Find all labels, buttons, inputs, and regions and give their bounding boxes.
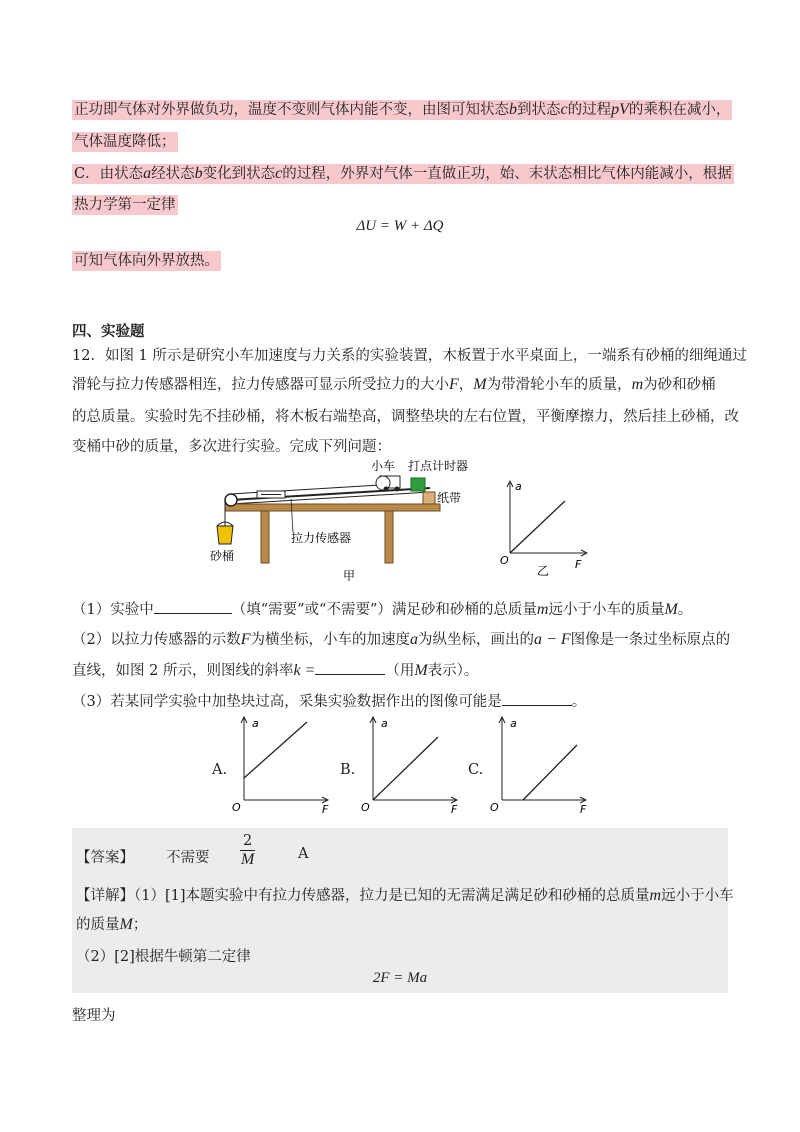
detail-line-1: 【详解】（1）[1]本题实验中有拉力传感器，拉力是已知的无需满足满足砂和砂桶的总质量m远小于小车 <box>76 887 734 904</box>
section-title: 四、实验题 <box>72 323 145 340</box>
label-fig1: 甲 <box>343 569 356 583</box>
solution-line-5: 可知气体向外界放热。 <box>74 253 219 269</box>
svg-text:O: O <box>490 801 499 814</box>
car-icon <box>376 476 400 492</box>
solution-line-2: 气体温度降低； <box>74 134 176 150</box>
tail-text: 整理为 <box>72 1008 116 1024</box>
timer-icon <box>411 478 425 491</box>
svg-text:乙: 乙 <box>537 564 550 578</box>
q12-line-3: 的总质量。实验时先不挂砂桶，将木板右端垫高，调整垫块的左右位置，平衡摩擦力，然后挂上砂桶，改 <box>72 409 739 425</box>
label-sensor: 拉力传感器 <box>291 531 352 545</box>
solution-line-1: 正功即气体对外界做负功，温度不变则气体内能不变，由图可知状态b到状态c的过程pV的乘积在减小， <box>74 101 731 118</box>
q12-line-4: 变桶中砂的质量，多次进行实验。完成下列问题： <box>72 439 391 455</box>
svg-text:a: a <box>252 717 259 730</box>
svg-text:a: a <box>515 480 522 493</box>
apparatus-figure <box>205 458 469 588</box>
detail-line-2: 的质量M； <box>76 916 148 933</box>
pulley-icon <box>225 494 237 506</box>
svg-text:a: a <box>381 717 388 730</box>
q12-line-1: 12．如图 1 所示是研究小车加速度与力关系的实验装置，木板置于水平桌面上，一端系有砂桶的细绳通过 <box>72 348 747 364</box>
sub-question-1: （1）实验中 （填“需要”或“不需要”）满足砂和砂桶的总质量m远小于小车的质量M。 <box>72 601 693 618</box>
answer-blank-3[interactable] <box>502 704 572 706</box>
label-timer: 打点计时器 <box>408 459 469 473</box>
newton-formula: 2F = Ma <box>372 970 428 986</box>
option-c-label[interactable]: C. <box>468 762 484 778</box>
solution-line-3: C．由状态a经状态b变化到状态c的过程，外界对气体一直做正功，始、末状态相比气体内能减小，根据 <box>74 165 732 182</box>
answer-3: A <box>298 846 309 862</box>
label-tape: 纸带 <box>437 491 462 505</box>
option-a-label[interactable]: A. <box>212 762 228 778</box>
svg-text:O: O <box>500 554 509 567</box>
option-c-graph[interactable] <box>490 715 595 815</box>
svg-text:F: F <box>575 558 582 571</box>
first-law-formula: ΔU = W + ΔQ <box>356 218 444 234</box>
answer-blank-2[interactable] <box>315 673 385 675</box>
sub-question-2-line-2: 直线，如图 2 所示，则图线的斜率k = （用M表示）。 <box>72 662 479 679</box>
option-b-graph[interactable] <box>361 715 466 815</box>
svg-text:F: F <box>580 803 587 816</box>
svg-text:O: O <box>232 801 241 814</box>
answer-tag: 【答案】 <box>76 850 134 866</box>
detail-line-3: （2）[2]根据牛顿第二定律 <box>76 949 251 965</box>
option-b-label[interactable]: B. <box>340 762 356 778</box>
q12-line-2: 滑轮与拉力传感器相连，拉力传感器可显示所受拉力的大小F，M为带滑轮小车的质量，m为砂和砂桶 <box>72 376 716 393</box>
answer-blank-1[interactable] <box>154 612 232 614</box>
svg-text:F: F <box>322 803 329 816</box>
sub-question-2-line-1: （2）以拉力传感器的示数F为横坐标，小车的加速度a为纵坐标，画出的a − F图像是一条过坐标原点的 <box>72 631 731 648</box>
answer-2-fraction: $\frac{2}{M}$ <box>240 833 255 868</box>
svg-text:F: F <box>451 803 458 816</box>
svg-text:a: a <box>510 717 517 730</box>
option-a-graph[interactable] <box>232 715 337 815</box>
figure-2-graph <box>495 478 595 578</box>
solution-line-4: 热力学第一定律 <box>74 197 176 213</box>
label-bucket: 砂桶 <box>210 549 235 563</box>
sub-question-3: （3）若某同学实验中加垫块过高，采集实验数据作出的图像可能是 。 <box>72 694 587 710</box>
svg-text:O: O <box>361 801 370 814</box>
answer-1: 不需要 <box>166 850 210 866</box>
label-car: 小车 <box>371 459 396 473</box>
